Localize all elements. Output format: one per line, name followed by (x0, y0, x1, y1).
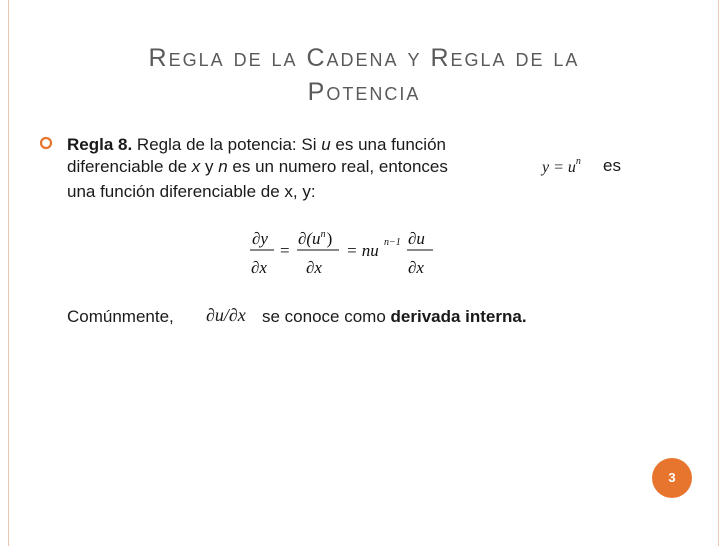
internal-derivative-line (67, 306, 174, 328)
line5-a: Comúnmente, (67, 307, 174, 326)
var-n: n (218, 157, 228, 176)
formula-num-1: ∂y (252, 229, 268, 248)
line5-bold: derivada interna. (390, 307, 527, 326)
formula-den-1: ∂x (251, 258, 267, 277)
es-word: es (603, 156, 621, 175)
rule-line-3: una función diferenciable de x, y: (67, 182, 316, 201)
line2-a: diferenciable de (67, 157, 192, 176)
slide-title-line-1: Regla de la Cadena y Regla de la (148, 44, 580, 72)
rule-text-1: Regla de la potencia: Si (132, 135, 322, 154)
var-u: u (321, 135, 331, 154)
formula-den-3: ∂x (408, 258, 424, 277)
rule-label: Regla 8. (67, 135, 133, 154)
formula-exponent: n−1 (384, 237, 401, 248)
inline-eq-exp: n (575, 156, 581, 167)
rule-line-2 (67, 156, 448, 178)
var-x: x (191, 157, 201, 176)
line5-b: se conoce como (262, 307, 391, 326)
inline-equation (542, 156, 581, 177)
internal-derivative-expr: ∂u/∂x (206, 305, 246, 325)
line2-b: y (200, 157, 219, 176)
formula-num-3: ∂u (408, 229, 425, 248)
power-rule-formula (250, 225, 440, 281)
rule-text-2: es una función (330, 135, 446, 154)
slide-title-line-2: Potencia (307, 78, 421, 106)
bullet-icon (39, 136, 53, 150)
internal-derivative-text (262, 306, 527, 328)
formula-num-2: $\partial(u^n)$ (298, 229, 333, 248)
inline-eq-base: y = u (542, 159, 576, 176)
line2-c: es un numero real, entonces (227, 157, 448, 176)
page-number-badge: 3 (652, 458, 692, 498)
rule-line-1 (67, 134, 446, 156)
formula-eq-2: = nu (346, 241, 379, 260)
formula-eq-1: = (280, 241, 290, 260)
formula-den-2: ∂x (306, 258, 322, 277)
